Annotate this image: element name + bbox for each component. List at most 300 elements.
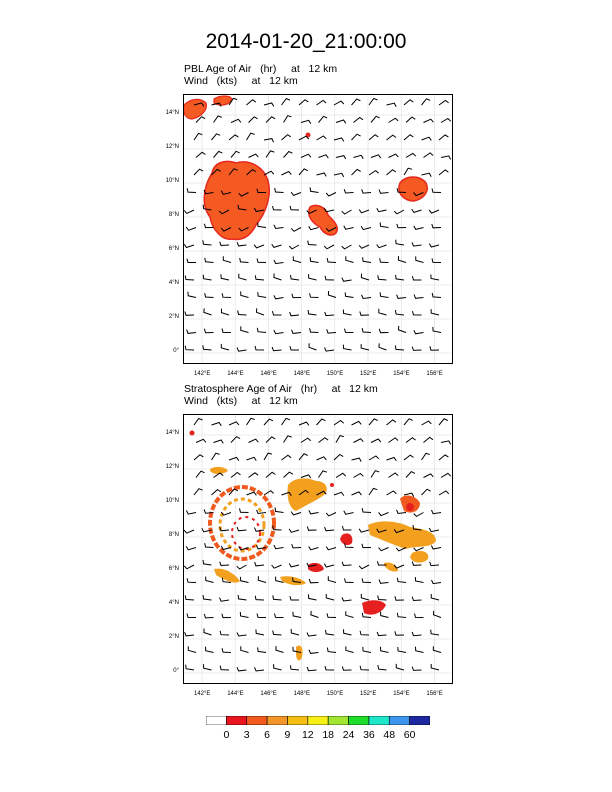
wind-barb <box>379 513 389 516</box>
wind-barb <box>310 293 319 297</box>
wind-barb <box>387 491 397 495</box>
wind-barb <box>387 135 397 140</box>
wind-barb <box>231 437 240 443</box>
pbl-blob-east <box>399 177 427 201</box>
lon-tick-label: 144°E <box>227 371 244 377</box>
wind-barb <box>249 117 258 123</box>
wind-barb <box>241 646 249 652</box>
wind-barb <box>264 139 274 143</box>
panel2-subtitle: Wind (kts) at 12 km <box>184 395 298 407</box>
colorbar-swatch <box>389 716 409 725</box>
wind-barb <box>290 665 299 670</box>
wind-barb <box>354 474 364 478</box>
wind-barb <box>299 100 308 105</box>
wind-barb <box>415 614 424 618</box>
wind-barb <box>389 154 399 157</box>
wind-barb <box>404 168 412 175</box>
wind-barb <box>441 441 451 445</box>
pbl-map-svg <box>184 95 453 364</box>
wind-barb <box>380 292 388 297</box>
wind-barb <box>396 664 404 670</box>
wind-barb <box>336 436 344 443</box>
wind-barb <box>301 120 311 123</box>
colorbar-swatch <box>206 716 226 725</box>
wind-barb <box>432 189 441 193</box>
wind-barb <box>307 633 317 637</box>
lon-tick-label: 152°E <box>360 691 377 697</box>
wind-barb <box>282 135 291 140</box>
wind-barb <box>369 419 378 425</box>
wind-barb <box>342 210 352 214</box>
lon-tick-label: 144°E <box>227 691 244 697</box>
wind-barb <box>431 275 439 281</box>
wind-barb <box>308 310 316 315</box>
wind-barb <box>203 275 211 280</box>
wind-barb <box>289 245 299 249</box>
wind-barb <box>291 192 301 195</box>
wind-barb <box>194 419 203 426</box>
wind-barb <box>399 326 407 333</box>
wind-barb <box>301 475 311 478</box>
lon-tick-label: 142°E <box>194 371 211 377</box>
wind-barb <box>412 597 421 601</box>
wind-barb <box>317 457 327 460</box>
wind-barb <box>397 578 406 583</box>
lon-tick-label: 156°E <box>426 691 443 697</box>
wind-barb <box>220 242 229 246</box>
wind-barb <box>222 293 231 297</box>
wind-barb <box>334 492 344 495</box>
wind-barb <box>212 490 221 495</box>
wind-barb <box>299 422 309 425</box>
wind-barb <box>371 439 381 443</box>
wind-barb <box>412 667 421 671</box>
wind-barb <box>273 595 282 600</box>
wind-barb <box>379 343 387 350</box>
colorbar-swatch <box>247 716 267 725</box>
wind-barb <box>264 171 274 175</box>
wind-barb <box>359 565 369 569</box>
wind-barb <box>187 614 196 618</box>
lon-tick-label: 146°E <box>260 371 277 377</box>
wind-barb <box>412 347 421 351</box>
wind-barb <box>415 577 423 583</box>
lon-tick-label: 154°E <box>393 371 410 377</box>
wind-barb <box>343 345 351 350</box>
wind-barb <box>342 278 352 282</box>
wind-barb <box>361 226 371 229</box>
wind-barb <box>352 134 361 140</box>
wind-barb <box>309 510 319 514</box>
wind-barb <box>229 457 239 460</box>
wind-barb <box>257 614 266 618</box>
wind-barb <box>273 206 282 210</box>
wind-barb <box>432 224 441 228</box>
wind-barb <box>380 258 389 262</box>
wind-barb <box>416 256 424 262</box>
colorbar <box>206 716 430 725</box>
wind-barb <box>359 529 369 532</box>
wind-barb <box>274 330 284 334</box>
wind-barb <box>380 222 388 227</box>
wind-barb <box>206 647 214 653</box>
wind-barb <box>379 329 388 333</box>
wind-barb <box>406 472 415 478</box>
wind-barb <box>319 155 329 158</box>
wind-barb <box>432 510 442 514</box>
pbl-fields <box>184 96 427 239</box>
lon-tick-label: 156°E <box>426 371 443 377</box>
colorbar-swatch <box>349 716 369 725</box>
wind-barb <box>439 419 448 425</box>
wind-barb <box>258 292 266 297</box>
wind-barb <box>204 308 212 315</box>
colorbar-label: 6 <box>264 729 270 741</box>
wind-barb <box>299 454 308 460</box>
wind-barb <box>308 241 317 245</box>
wind-barb <box>274 664 282 670</box>
wind-barb <box>389 118 399 122</box>
wind-barb <box>310 257 318 262</box>
wind-barb <box>204 614 213 618</box>
wind-barb <box>342 597 352 601</box>
colorbar-label: 36 <box>363 729 375 741</box>
wind-barb <box>220 562 229 566</box>
wind-barb <box>354 439 364 443</box>
wind-barb <box>290 596 299 600</box>
wind-barb <box>240 612 248 618</box>
wind-barb <box>308 594 316 600</box>
wind-barb <box>352 169 361 175</box>
wind-barb <box>378 275 387 280</box>
lat-tick-label: 2°N <box>168 314 179 320</box>
wind-barb <box>185 632 194 636</box>
wind-barb <box>222 329 231 333</box>
wind-barb <box>398 647 406 653</box>
wind-barb <box>431 546 441 550</box>
wind-barb <box>249 473 259 478</box>
wind-barb <box>441 119 451 123</box>
wind-barb <box>404 135 413 140</box>
wind-barb <box>404 419 413 425</box>
wind-barb <box>363 257 371 262</box>
lon-tick-label: 150°E <box>326 691 344 697</box>
wind-barb <box>362 295 372 299</box>
pbl-map-panel <box>183 94 453 364</box>
colorbar-swatch <box>328 716 348 725</box>
wind-barb <box>185 596 194 601</box>
wind-barb <box>362 508 371 512</box>
wind-barb <box>378 665 387 670</box>
wind-barb <box>412 242 422 246</box>
lat-tick-label: 0° <box>173 348 179 354</box>
wind-barb <box>291 629 299 635</box>
wind-barb <box>431 630 439 635</box>
wind-barb <box>222 648 231 652</box>
wind-barb <box>371 155 381 158</box>
wind-barb <box>309 226 319 229</box>
wind-barb <box>247 457 257 460</box>
wind-barb <box>432 259 441 263</box>
lon-tick-label: 142°E <box>194 691 211 697</box>
wind-barb <box>319 438 329 443</box>
wind-barb <box>292 294 301 298</box>
wind-barb <box>237 632 247 636</box>
colorbar-label: 0 <box>223 729 230 741</box>
wind-barb <box>185 276 194 280</box>
lon-tick-label: 148°E <box>293 371 311 377</box>
wind-barb <box>237 565 247 569</box>
wind-barb <box>239 274 247 280</box>
wind-barb <box>345 292 353 297</box>
wind-barb <box>345 578 354 582</box>
colorbar-swatch <box>287 716 307 725</box>
strat-patch-center <box>308 563 324 572</box>
wind-barb <box>342 666 351 670</box>
lat-tick-label: 4°N <box>168 600 179 606</box>
wind-barb <box>422 421 432 425</box>
wind-barb <box>359 245 369 248</box>
strat-patch-east <box>368 521 436 549</box>
wind-barb <box>205 293 214 297</box>
colorbar-swatch <box>369 716 389 725</box>
wind-barb <box>222 614 231 618</box>
wind-barb <box>429 210 439 213</box>
wind-barb <box>389 438 399 443</box>
wind-barb <box>346 256 354 262</box>
wind-barb <box>220 631 229 635</box>
wind-barb <box>406 117 415 122</box>
wind-barb <box>184 530 194 533</box>
colorbar-label: 18 <box>322 729 335 741</box>
wind-barb <box>307 527 316 531</box>
colorbar-swatch <box>267 716 287 725</box>
wind-barb <box>396 240 404 245</box>
wind-barb <box>317 136 327 140</box>
wind-barb <box>282 99 291 105</box>
wind-barb <box>344 189 353 193</box>
lat-tick-label: 8°N <box>168 212 179 218</box>
wind-barb <box>441 473 451 477</box>
wind-barb <box>196 439 206 442</box>
strat-fields <box>190 431 437 661</box>
wind-barb <box>223 256 231 262</box>
wind-barb <box>344 226 354 230</box>
wind-barb <box>377 245 387 248</box>
wind-barb <box>247 492 257 495</box>
wind-barb <box>414 226 424 230</box>
wind-barb <box>334 455 343 461</box>
wind-barb <box>369 456 379 460</box>
wind-barb <box>187 578 196 582</box>
wind-barb <box>412 632 421 636</box>
wind-barb <box>345 329 354 333</box>
strat-red-mid <box>330 483 334 487</box>
wind-barb <box>204 664 212 670</box>
wind-barb <box>422 453 430 460</box>
strat-patch-east2 <box>410 551 428 563</box>
wind-barb <box>214 440 224 443</box>
wind-barb <box>203 345 212 350</box>
wind-barb <box>346 646 354 652</box>
wind-barb <box>240 508 249 512</box>
wind-barb <box>258 647 266 652</box>
wind-barb <box>266 117 275 123</box>
wind-barb <box>187 188 196 192</box>
strat-red-nw <box>190 431 195 436</box>
wind-barb <box>184 565 194 569</box>
wind-barb <box>220 666 229 670</box>
wind-barb <box>359 210 369 213</box>
wind-barb <box>284 436 292 443</box>
wind-barb <box>290 206 299 210</box>
strat-map-svg <box>184 415 453 684</box>
colorbar-swatch <box>308 716 328 725</box>
lat-tick-label: 14°N <box>165 110 179 116</box>
wind-barb <box>371 116 380 122</box>
wind-barb <box>255 275 264 280</box>
wind-barb <box>231 473 241 478</box>
wind-barb <box>282 172 292 176</box>
wind-barb <box>363 647 371 653</box>
wind-barb <box>309 650 319 654</box>
colorbar-swatch <box>226 716 246 725</box>
strat-patch-north <box>287 478 326 511</box>
wind-barb <box>336 120 346 123</box>
wind-barb <box>317 100 327 105</box>
wind-barb <box>264 491 274 495</box>
wind-barb <box>241 291 249 297</box>
wind-barb <box>325 527 334 531</box>
wind-barb <box>204 629 212 636</box>
wind-barb <box>186 511 196 515</box>
colorbar-label: 60 <box>403 729 416 741</box>
wind-barb <box>206 577 214 583</box>
wind-barb <box>194 489 203 495</box>
wind-barb <box>257 308 265 315</box>
wind-barb <box>369 135 378 140</box>
lat-tick-label: 10°N <box>165 178 179 184</box>
wind-barb <box>379 190 388 194</box>
wind-barb <box>185 312 194 316</box>
wind-barb <box>319 471 327 478</box>
wind-barb <box>362 578 371 582</box>
wind-barb <box>310 328 319 332</box>
wind-barb <box>205 258 214 263</box>
wind-barb <box>324 245 334 249</box>
wind-barb <box>352 458 362 462</box>
wind-barb <box>292 544 301 548</box>
wind-barb <box>414 330 424 334</box>
wind-barb <box>439 491 449 495</box>
wind-barb <box>422 137 432 140</box>
wind-barb <box>354 155 364 158</box>
wind-barb <box>360 312 369 316</box>
wind-barb <box>346 611 354 617</box>
wind-barb <box>360 631 369 635</box>
wind-barb <box>317 419 326 425</box>
strat-patch-mid <box>340 533 352 545</box>
wind-barb <box>371 471 379 478</box>
wind-barb <box>424 153 434 158</box>
wind-barb <box>377 632 386 636</box>
wind-barb <box>292 330 302 334</box>
wind-barb <box>291 512 301 515</box>
wind-barb <box>293 256 301 262</box>
wind-barb <box>255 667 265 671</box>
wind-barb <box>275 188 284 193</box>
wind-barb <box>293 612 301 618</box>
wind-barb <box>317 173 327 176</box>
lat-tick-label: 6°N <box>168 246 179 252</box>
wind-barb <box>343 310 351 316</box>
wind-barb <box>221 274 229 280</box>
wind-barb <box>412 209 422 212</box>
colorbar-label: 24 <box>342 729 355 741</box>
wind-barb <box>187 330 196 334</box>
wind-barb <box>247 418 255 425</box>
wind-barb <box>196 471 205 477</box>
wind-barb <box>194 133 202 140</box>
wind-barb <box>272 311 281 315</box>
wind-barb <box>416 647 424 653</box>
wind-barb <box>184 244 194 247</box>
wind-barb <box>412 276 421 280</box>
wind-barb <box>214 473 224 478</box>
wind-barb <box>432 293 441 298</box>
wind-barb <box>396 275 404 280</box>
wind-barb <box>352 492 362 495</box>
pbl-blob-nw1 <box>184 99 206 119</box>
wind-barb <box>291 228 301 232</box>
wind-barb <box>439 100 449 105</box>
wind-barb <box>325 666 334 670</box>
wind-barb <box>362 328 371 332</box>
wind-barb <box>204 329 213 333</box>
lat-tick-label: 6°N <box>168 566 179 572</box>
wind-barb <box>284 152 293 158</box>
wind-barb <box>433 327 441 333</box>
wind-barb <box>237 527 246 531</box>
wind-barb <box>274 225 284 229</box>
wind-barb <box>379 580 388 584</box>
wind-barb <box>432 580 442 584</box>
lon-tick-label: 154°E <box>393 691 410 697</box>
wind-barb <box>395 631 404 635</box>
wind-barb <box>309 547 319 550</box>
lat-tick-label: 14°N <box>165 430 179 436</box>
wind-barb <box>424 474 434 478</box>
wind-barb <box>221 344 229 350</box>
wind-barb <box>352 99 361 105</box>
wind-barb <box>387 103 397 107</box>
wind-barb <box>354 118 364 123</box>
wind-barb <box>422 99 431 105</box>
wind-barb <box>274 545 284 549</box>
wind-barb <box>212 453 220 460</box>
wind-barb <box>362 544 371 548</box>
wind-barb <box>255 346 264 350</box>
wind-barb <box>324 564 334 567</box>
wind-barb <box>310 187 318 192</box>
wind-barb <box>240 258 249 263</box>
wind-barb <box>247 133 255 140</box>
wind-barb <box>299 169 308 175</box>
wind-barb <box>369 99 378 106</box>
wind-barb <box>334 173 344 177</box>
wind-barb <box>311 611 319 618</box>
wind-barb <box>395 596 404 600</box>
